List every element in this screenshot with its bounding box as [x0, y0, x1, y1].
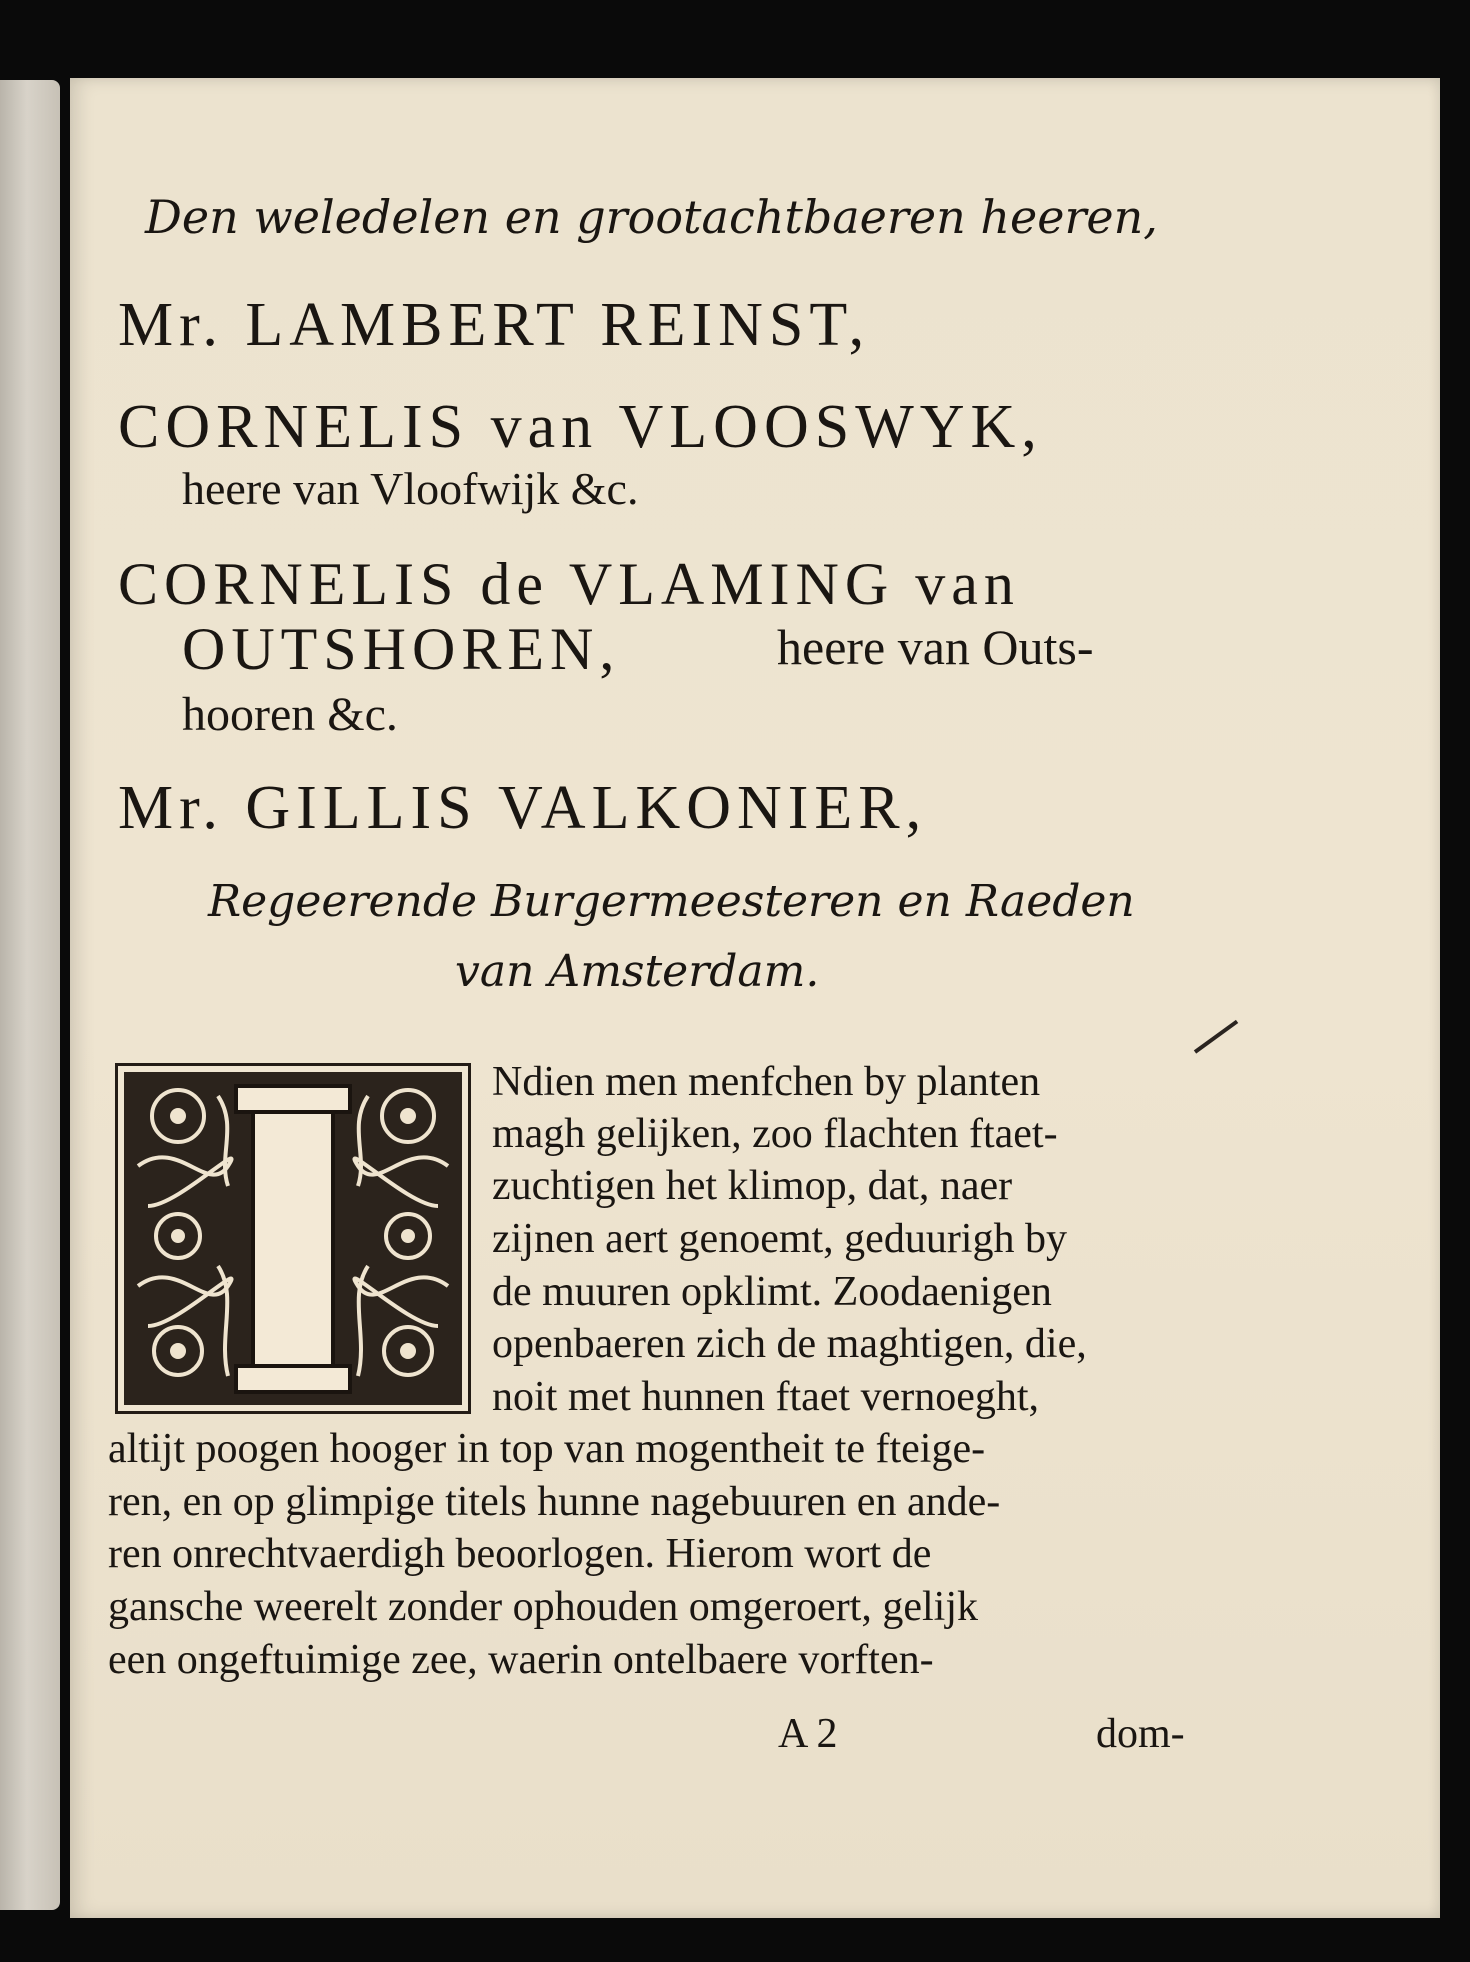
- body-line: openbaeren zich de maghtigen, die,: [492, 1321, 1087, 1367]
- dedicatee-name-1: Mr. LAMBERT REINST,: [118, 291, 871, 359]
- dedicatee-title-3-line-1: heere van Outs-: [777, 619, 1094, 675]
- catchword: dom-: [1096, 1711, 1185, 1757]
- dedicatee-title-2: heere van Vloofwijk &c.: [182, 463, 639, 514]
- initial-letter: [228, 1066, 358, 1411]
- body-line: Ndien men menfchen by planten: [492, 1059, 1041, 1105]
- body-line: ren, en op glimpige titels hunne nagebuuren en ande-: [108, 1479, 1001, 1525]
- body-line: zuchtigen het klimop, dat, naer: [492, 1163, 1013, 1209]
- dedicatee-name-4: Mr. GILLIS VALKONIER,: [118, 774, 928, 842]
- dedicatee-name-2: CORNELIS van VLOOSWYK,: [118, 393, 1043, 461]
- body-line: zijnen aert genoemt, geduurigh by: [492, 1216, 1067, 1262]
- body-line: een ongeftuimige zee, waerin ontelbaere vorften-: [108, 1637, 934, 1683]
- office-line-1: Regeerende Burgermeesteren en Raeden: [208, 876, 1135, 927]
- dedicatee-name-3-line-1: CORNELIS de VLAMING van: [118, 551, 1020, 617]
- body-line: ren onrechtvaerdigh beoorlogen. Hierom wort de: [108, 1531, 932, 1577]
- body-line: magh gelijken, zoo flachten ftaet-: [492, 1111, 1058, 1157]
- dedication-heading: Den weledelen en grootachtbaeren heeren,: [145, 190, 1158, 244]
- body-line: de muuren opklimt. Zoodaenigen: [492, 1269, 1052, 1315]
- signature-mark: A 2: [778, 1711, 838, 1757]
- body-line: noit met hunnen ftaet vernoeght,: [492, 1374, 1040, 1420]
- dedicatee-name-3-line-2: OUTSHOREN,: [182, 616, 621, 682]
- dedicatee-title-3-line-2: hooren &c.: [182, 688, 398, 741]
- body-line: gansche weerelt zonder ophouden omgeroert, gelijk: [108, 1584, 979, 1630]
- decorated-initial-block: [115, 1063, 471, 1414]
- office-line-2: van Amsterdam.: [455, 946, 820, 997]
- body-line: altijt poogen hooger in top van mogentheit te fteige-: [108, 1426, 986, 1472]
- adjacent-page-edge: [0, 80, 60, 1910]
